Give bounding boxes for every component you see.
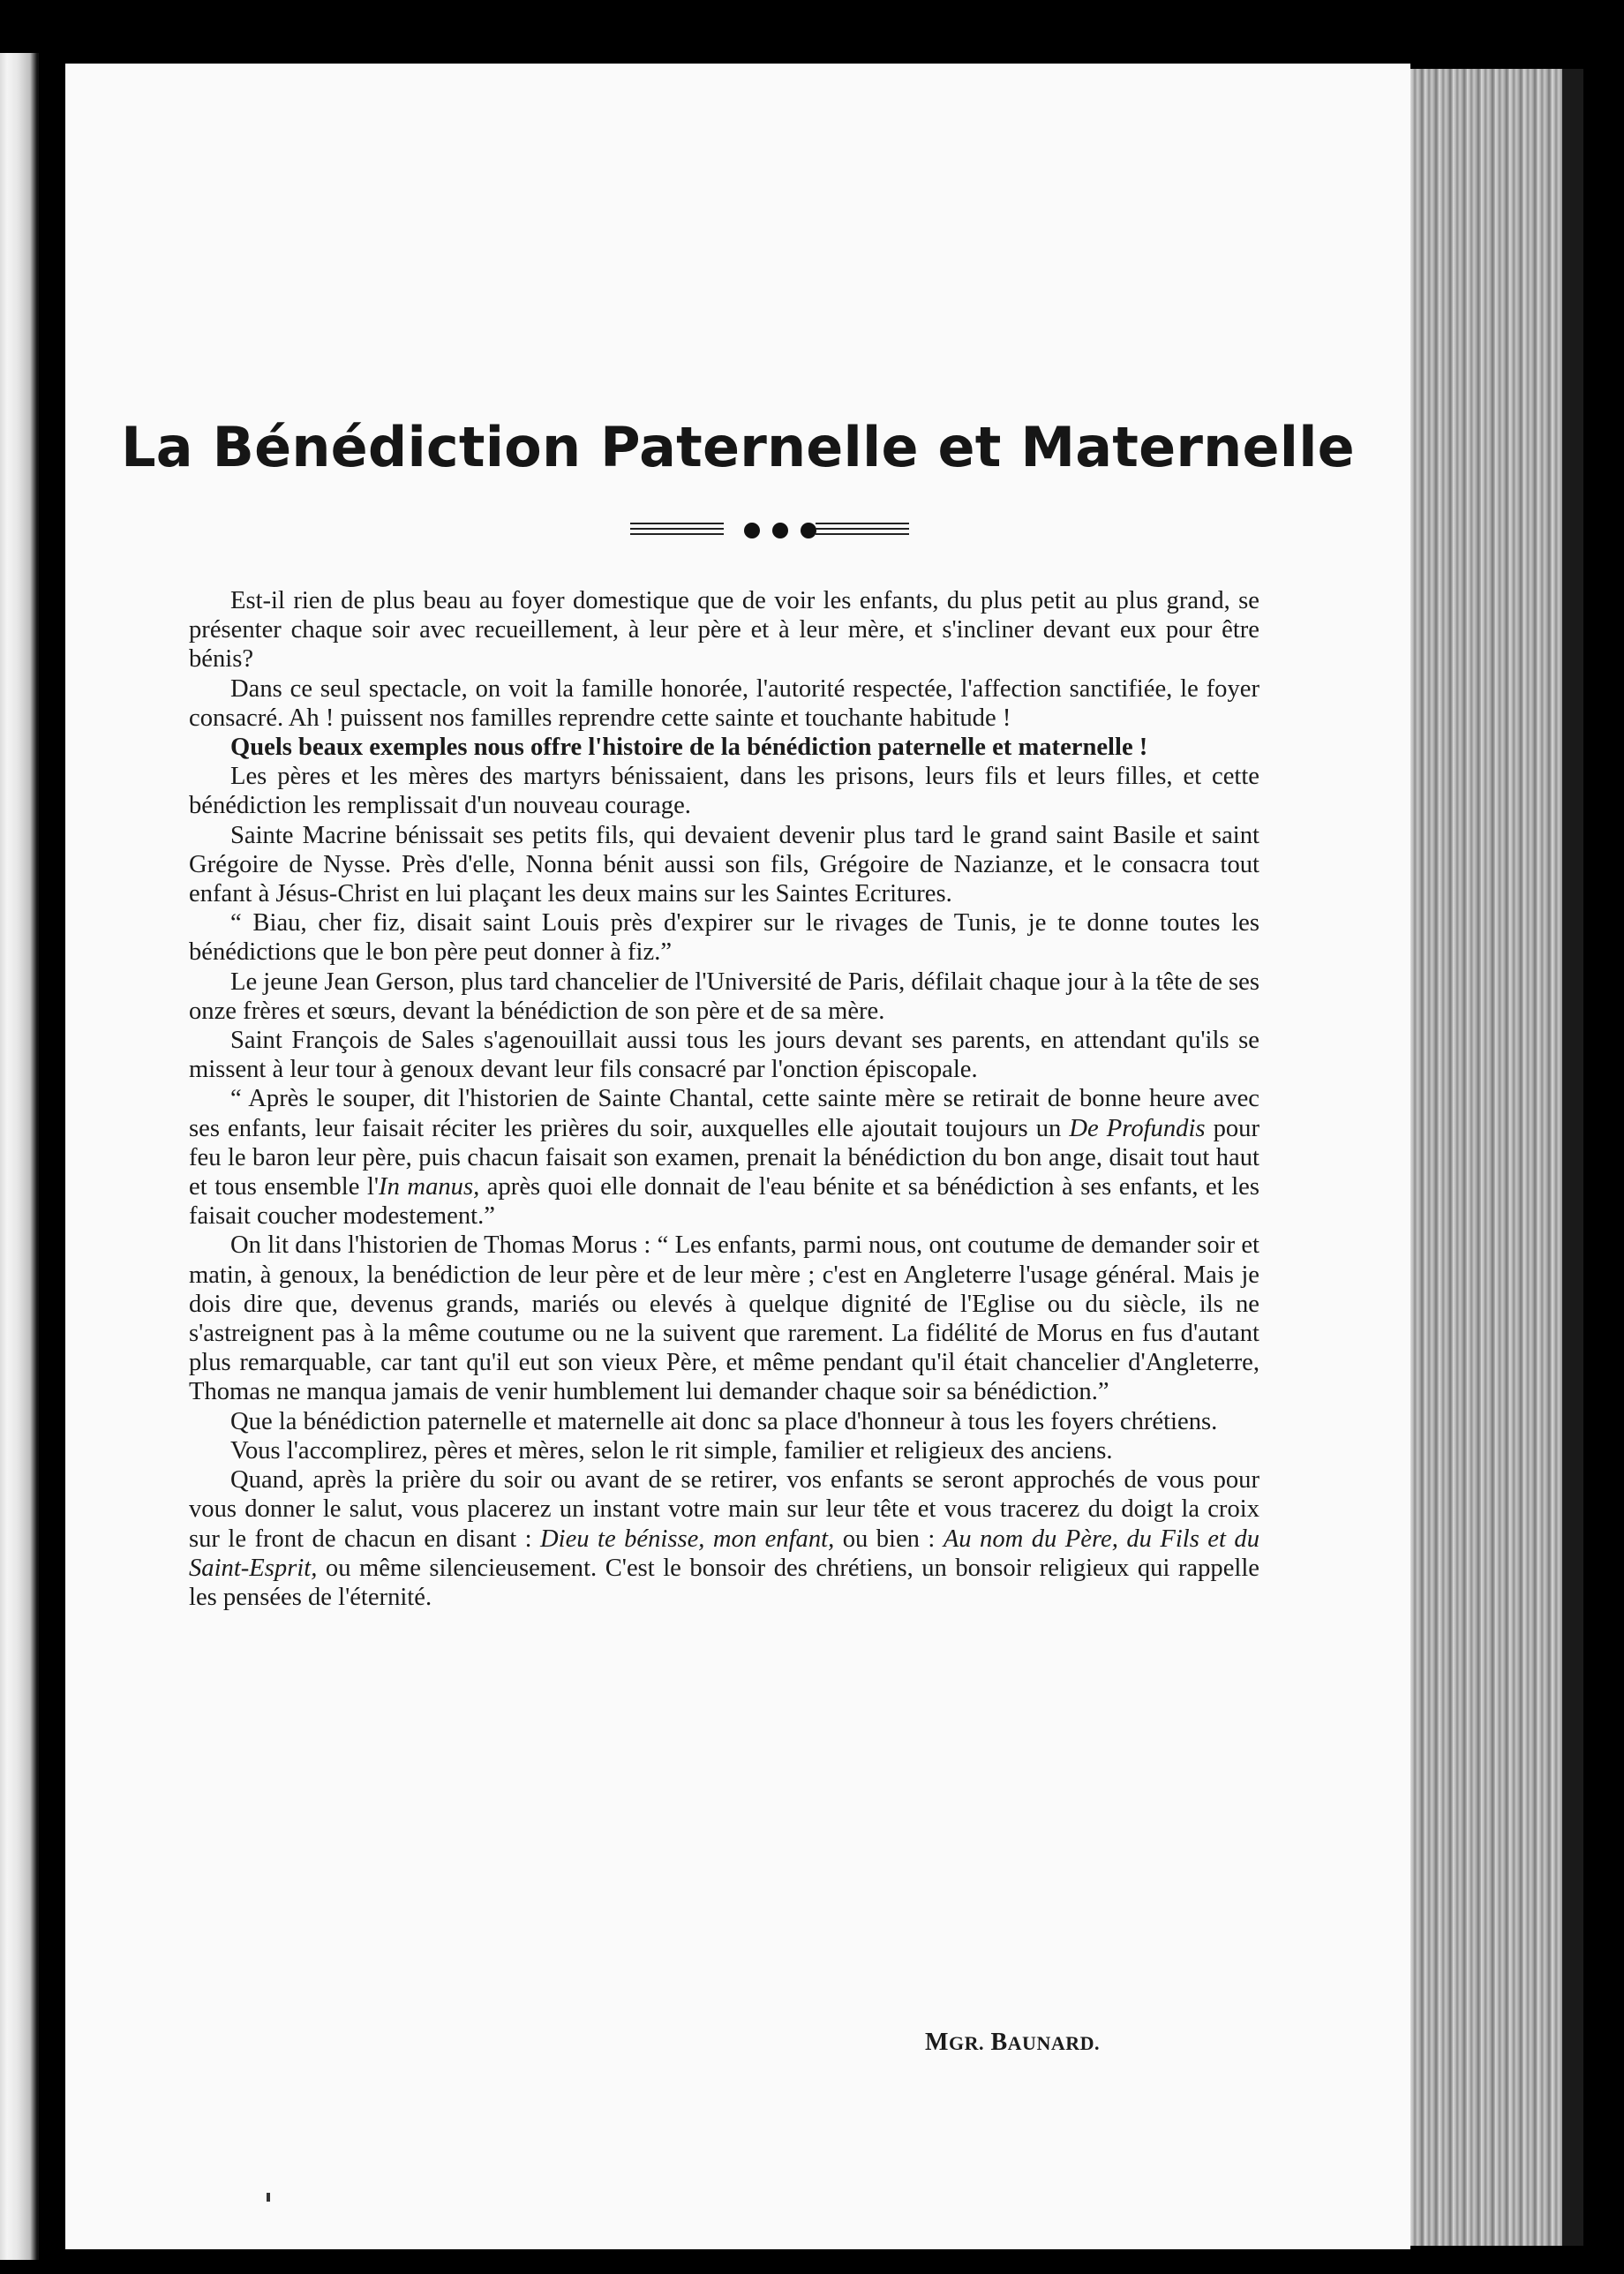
- signature-rest: AUNARD.: [1007, 2032, 1100, 2054]
- paragraph: [189, 674, 1259, 733]
- paragraph: [189, 1026, 1259, 1084]
- signature-initial: M: [925, 2029, 949, 2056]
- paragraph-text: Vous l'accomplirez, pères et mères, selon le rit simple, familier et religieux des anciens.: [230, 1436, 1113, 1465]
- paragraph-text: Quels beaux exemples nous offre l'histoire de la bénédiction paternelle et maternelle !: [230, 734, 1148, 762]
- print-speck: [267, 2193, 270, 2202]
- ornament-dot: [772, 523, 788, 538]
- paragraph-text: Est-il rien de plus beau au foyer domestique que de voir les enfants, du plus petit au plus grand, se présenter chaque soir avec recueillement, à leur père et à leur mère, et s'incliner devant eux pour être bénis?: [189, 587, 1259, 674]
- paragraph: [189, 1231, 1259, 1406]
- paragraph: [189, 1084, 1259, 1231]
- paragraph: [189, 762, 1259, 820]
- book-page: [65, 64, 1410, 2249]
- ornament-rule-right: [816, 523, 909, 538]
- paragraph-text: Dans ce seul spectacle, on voit la famille honorée, l'autorité respectée, l'affection sanctifiée, le foyer consacré. Ah ! puissent nos familles reprendre cette sainte et touchante habitude !: [189, 674, 1259, 732]
- paragraph-text: pour feu le baron leur père, puis chacun faisait son examen, prenait la bénédiction du bon ange, disait tout haut et tous ensemble l': [189, 1114, 1259, 1201]
- ornament-dot: [744, 523, 760, 538]
- title-ornament: [560, 516, 913, 546]
- italic-phrase: De Profundis: [1069, 1114, 1206, 1142]
- paragraph: [189, 586, 1259, 674]
- paragraph-text: Que la bénédiction paternelle et maternelle ait donc sa place d'honneur à tous les foyers chrétiens.: [230, 1407, 1218, 1435]
- italic-phrase: In manus,: [379, 1173, 480, 1201]
- paragraph: [189, 1407, 1259, 1436]
- italic-phrase: Au nom du Père, du Fils et du Saint-Esprit,: [189, 1525, 1259, 1582]
- paragraph: [189, 733, 1259, 762]
- article-body: [189, 586, 1259, 1612]
- signature-initial: B: [990, 2029, 1008, 2056]
- paragraph-text: ou même silencieusement. C'est le bonsoir des chrétiens, un bonsoir religieux qui rappelle les pensées de l'éternité.: [189, 1554, 1259, 1611]
- page-title: La Bénédiction Paternelle et Maternelle: [121, 415, 1355, 479]
- paragraph: [189, 968, 1259, 1026]
- paragraph-text: Quand, après la prière du soir ou avant de se retirer, vos enfants se seront approchés de vous pour vous donner le salut, vous placerez un instant votre main sur leur tête et vous tracerez du doigt la croix sur le front de chacun en disant :: [189, 1466, 1259, 1553]
- facing-page-edge: [0, 53, 39, 2260]
- paragraph: [189, 1436, 1259, 1465]
- paragraph: [189, 821, 1259, 909]
- paragraph: [189, 908, 1259, 967]
- paragraph-text: “ Après le souper, dit l'historien de Sainte Chantal, cette sainte mère se retirait de bonne heure avec ses enfants, leur faisait réciter les prières du soir, auxquelles elle ajoutait toujours un: [189, 1085, 1259, 1142]
- paragraph-text: après quoi elle donnait de l'eau bénite et sa bénédiction à ses enfants, et les faisait coucher modestement.”: [189, 1173, 1259, 1231]
- page-stack-edge: [1410, 69, 1583, 2246]
- paragraph-text: Saint François de Sales s'agenouillait aussi tous les jours devant ses parents, en attendant qu'ils se missent à leur tour à genoux devant leur fils consacré par l'onction épiscopale.: [189, 1027, 1259, 1084]
- author-signature: [65, 2029, 1100, 2057]
- paragraph-text: Le jeune Jean Gerson, plus tard chancelier de l'Université de Paris, défilait chaque jour à la tête de ses onze frères et sœurs, devant la bénédiction de son père et de sa mère.: [189, 968, 1259, 1025]
- paragraph-text: Sainte Macrine bénissait ses petits fils, qui devaient devenir plus tard le grand saint Basile et saint Grégoire de Nysse. Près d'elle, Nonna bénit aussi son fils, Grégoire de Nazianze, et le consacra tout enfant à Jésus-Christ en lui plaçant les deux mains sur les Saintes Ecritures.: [189, 821, 1259, 908]
- paragraph: [189, 1465, 1259, 1612]
- paragraph-text: ou bien :: [834, 1525, 944, 1553]
- paragraph-text: “ Biau, cher fiz, disait saint Louis près d'expirer sur le rivages de Tunis, je te donne toutes les bénédictions que le bon père peut donner à fiz.”: [189, 909, 1259, 967]
- paragraph-text: On lit dans l'historien de Thomas Morus : “ Les enfants, parmi nous, ont coutume de demander soir et matin, à genoux, la benédiction de leur père et de leur mère ; c'est en Angleterre l'usage général. Mais je dois dire que, devenus grands, mariés ou elevés à quelque dignité de l'Eglise ou du siècle, ils ne s'astreignent pas à la même coutume ou ne la suivent que rarement. La fidélité de Morus en fus d'autant plus remarquable, car tant qu'il eut son vieux Père, et même pendant qu'il était chancelier d'Angleterre, Thomas ne manqua jamais de venir humblement lui demander chaque soir sa bénédiction.”: [189, 1231, 1259, 1406]
- signature-rest: GR.: [948, 2032, 984, 2054]
- ornament-rule-left: [630, 523, 724, 538]
- paragraph-text: Les pères et les mères des martyrs bénissaient, dans les prisons, leurs fils et leurs filles, et cette bénédiction les remplissait d'un nouveau courage.: [189, 763, 1259, 820]
- ornament-dot: [801, 523, 816, 538]
- italic-phrase: Dieu te bénisse, mon enfant,: [540, 1525, 835, 1553]
